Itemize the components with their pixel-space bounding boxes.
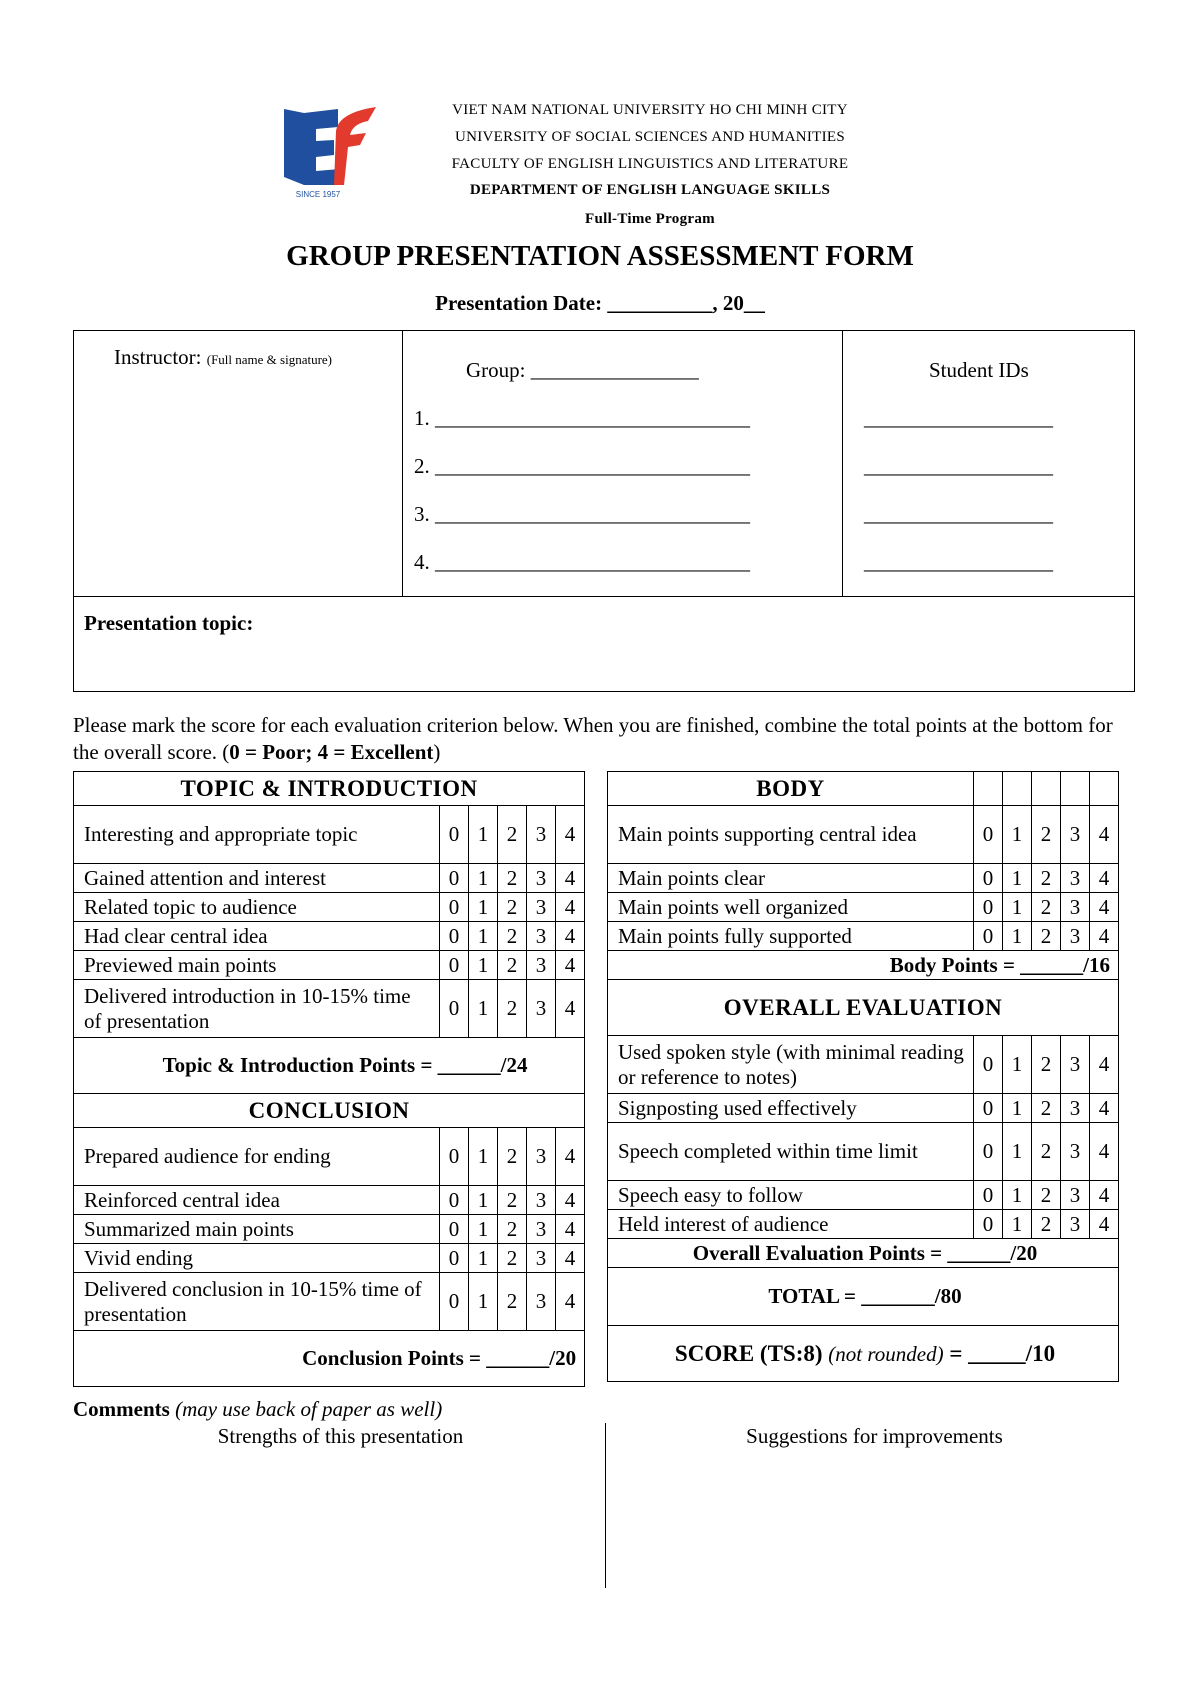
score-option[interactable]: 4 [1090,1123,1119,1181]
score-option[interactable]: 1 [469,864,498,893]
criterion-row [74,1128,585,1186]
score-option[interactable]: 1 [469,1244,498,1273]
score-option[interactable]: 2 [498,864,527,893]
score-option[interactable]: 0 [440,864,469,893]
score-option[interactable]: 3 [1061,1181,1090,1210]
criterion-row [74,951,585,980]
criterion-label: Previewed main points [74,951,440,980]
criterion-label: Gained attention and interest [74,864,440,893]
topic-intro-points[interactable]: Topic & Introduction Points = ______/24 [74,1038,585,1094]
score-option[interactable]: 0 [974,893,1003,922]
criterion-row [74,1244,585,1273]
score-option[interactable]: 1 [1003,864,1032,893]
score-option[interactable]: 4 [556,1128,585,1186]
score-option[interactable]: 2 [498,1273,527,1331]
score-option[interactable]: 1 [1003,893,1032,922]
score-option[interactable]: 0 [440,922,469,951]
conclusion-heading: CONCLUSION [74,1094,585,1128]
score-option[interactable]: 4 [556,922,585,951]
score-option[interactable]: 4 [1090,1181,1119,1210]
instructions-text: Please mark the score for each evaluation criterion below. When you are finished, combine the total points at the bottom for the overall score. ( [73,713,1113,764]
score-option[interactable]: 1 [469,1273,498,1331]
score-option[interactable]: 2 [1032,1210,1061,1239]
criterion-row [608,893,1119,922]
score-option[interactable]: 1 [469,922,498,951]
score-option[interactable]: 1 [469,893,498,922]
score-option[interactable]: 4 [556,951,585,980]
criterion-row [608,1094,1119,1123]
score-option[interactable]: 3 [527,806,556,864]
score-option[interactable]: 3 [1061,922,1090,951]
criterion-row [74,893,585,922]
score-option[interactable]: 0 [440,893,469,922]
comments-divider [605,1423,606,1588]
score-option[interactable]: 2 [1032,864,1061,893]
body-rows [608,806,1119,951]
info-box [73,330,1135,692]
score-option[interactable]: 1 [469,951,498,980]
score-option[interactable]: 0 [440,951,469,980]
score-option[interactable]: 3 [527,1273,556,1331]
score-option[interactable]: 0 [440,1186,469,1215]
score-option[interactable]: 3 [1061,806,1090,864]
final-score[interactable] [608,1326,1119,1382]
score-option[interactable]: 0 [440,1128,469,1186]
score-option[interactable]: 2 [1032,1181,1061,1210]
score-option[interactable]: 0 [974,1210,1003,1239]
total-points[interactable]: TOTAL = _______/80 [608,1268,1119,1326]
score-option[interactable]: 3 [1061,1036,1090,1094]
score-option[interactable]: 2 [498,1186,527,1215]
criterion-row [608,1036,1119,1094]
score-option[interactable]: 3 [1061,1094,1090,1123]
instructions-scale: 0 = Poor; 4 = Excellent [229,740,434,764]
score-option[interactable]: 3 [527,951,556,980]
score-option[interactable]: 2 [498,922,527,951]
criterion-label: Speech easy to follow [608,1181,974,1210]
criterion-row [608,1181,1119,1210]
criterion-label: Used spoken style (with minimal reading or reference to notes) [608,1036,974,1094]
form-title: GROUP PRESENTATION ASSESSMENT FORM [286,240,914,272]
score-option[interactable]: 2 [498,951,527,980]
left-score-table [73,771,585,1387]
body-heading-spacer [1032,772,1061,806]
score-option[interactable]: 3 [527,1244,556,1273]
score-option[interactable]: 4 [1090,806,1119,864]
criterion-label: Signposting used effectively [608,1094,974,1123]
conclusion-rows [74,1128,585,1331]
member-line-1[interactable]: 1. ______________________________ [414,406,750,430]
criterion-label: Reinforced central idea [74,1186,440,1215]
criterion-label: Main points fully supported [608,922,974,951]
score-option[interactable]: 2 [498,806,527,864]
score-option[interactable]: 4 [556,864,585,893]
conclusion-points[interactable]: Conclusion Points = ______/20 [74,1331,585,1387]
criterion-row [74,1273,585,1331]
criterion-row [608,922,1119,951]
comments-heading [73,1397,442,1422]
score-option[interactable]: 1 [1003,1036,1032,1094]
score-option[interactable]: 0 [974,864,1003,893]
score-option[interactable]: 2 [1032,893,1061,922]
criterion-label: Main points supporting central idea [608,806,974,864]
score-option[interactable]: 0 [440,806,469,864]
criterion-label: Vivid ending [74,1244,440,1273]
score-option[interactable]: 4 [556,1273,585,1331]
comments-label: Comments [73,1397,170,1421]
score-option[interactable]: 1 [1003,1123,1032,1181]
score-option[interactable]: 0 [974,1094,1003,1123]
criterion-label: Had clear central idea [74,922,440,951]
score-option[interactable]: 2 [498,893,527,922]
strengths-label: Strengths of this presentation [217,1424,464,1448]
instructor-note: (Full name & signature) [206,352,333,367]
score-option[interactable]: 3 [527,1215,556,1244]
score-option[interactable]: 4 [556,980,585,1038]
criterion-label: Speech completed within time limit [608,1123,974,1181]
student-id-line-2[interactable]: __________________ [864,454,1053,478]
score-option[interactable]: 0 [974,1181,1003,1210]
header-line-department: DEPARTMENT OF ENGLISH LANGUAGE SKILLS [469,182,831,198]
criterion-row [74,922,585,951]
score-option[interactable]: 3 [1061,864,1090,893]
body-heading: BODY [608,772,974,806]
score-option[interactable]: 4 [1090,1094,1119,1123]
score-option[interactable]: 4 [556,1186,585,1215]
criterion-label: Summarized main points [74,1215,440,1244]
member-line-3[interactable]: 3. ______________________________ [414,502,750,526]
score-option[interactable]: 1 [469,1215,498,1244]
score-option[interactable]: 0 [974,1036,1003,1094]
score-option[interactable]: 3 [527,1186,556,1215]
body-points[interactable]: Body Points = ______/16 [608,951,1119,980]
criterion-row [608,806,1119,864]
header-line-school: UNIVERSITY OF SOCIAL SCIENCES AND HUMANITIES [454,129,846,145]
criterion-row [608,864,1119,893]
body-heading-spacer [1061,772,1090,806]
logo-since-text: SINCE 1957 [295,190,341,199]
criterion-label: Related topic to audience [74,893,440,922]
score-option[interactable]: 2 [1032,1123,1061,1181]
score-option[interactable]: 1 [469,806,498,864]
score-option[interactable]: 0 [440,1244,469,1273]
criterion-label: Main points well organized [608,893,974,922]
topic-intro-rows [74,806,585,1038]
score-option[interactable]: 0 [440,980,469,1038]
score-option[interactable]: 1 [469,1186,498,1215]
overall-heading: OVERALL EVALUATION [608,980,1119,1036]
score-option[interactable]: 2 [1032,1036,1061,1094]
header-line-program: Full-Time Program [585,211,715,227]
criterion-row [74,980,585,1038]
instructions [73,712,1143,766]
header-line-faculty: FACULTY OF ENGLISH LINGUISTICS AND LITERATURE [451,156,849,172]
score-option[interactable]: 2 [498,980,527,1038]
criterion-row [74,806,585,864]
score-option[interactable]: 1 [1003,1181,1032,1210]
score-option[interactable]: 2 [1032,806,1061,864]
score-option[interactable]: 2 [498,1244,527,1273]
instructions-close: ) [433,740,441,764]
score-note: (not rounded) [828,1341,944,1366]
criterion-row [608,1123,1119,1181]
overall-rows [608,1036,1119,1239]
body-heading-spacer [1003,772,1032,806]
score-option[interactable]: 3 [527,864,556,893]
overall-points[interactable]: Overall Evaluation Points = ______/20 [608,1239,1119,1268]
score-option[interactable]: 1 [469,1128,498,1186]
member-line-4[interactable]: 4. ______________________________ [414,550,750,574]
score-option[interactable]: 3 [527,893,556,922]
score-option[interactable]: 4 [556,806,585,864]
criterion-label: Main points clear [608,864,974,893]
score-option[interactable]: 4 [1090,893,1119,922]
score-option[interactable]: 3 [1061,1210,1090,1239]
score-option[interactable]: 4 [1090,1210,1119,1239]
score-label: SCORE (TS:8) [674,1340,823,1366]
score-option[interactable]: 0 [974,806,1003,864]
score-option[interactable]: 1 [469,980,498,1038]
group-field[interactable]: Group: ________________ [466,358,699,382]
score-option[interactable]: 3 [1061,893,1090,922]
score-option[interactable]: 0 [440,1273,469,1331]
score-option[interactable]: 0 [440,1215,469,1244]
score-option[interactable]: 3 [527,922,556,951]
criterion-row [74,1186,585,1215]
presentation-date[interactable]: Presentation Date: __________, 20__ [435,291,765,315]
score-option[interactable]: 4 [556,893,585,922]
comments-note: (may use back of paper as well) [175,1397,443,1421]
score-option[interactable]: 2 [1032,922,1061,951]
score-option[interactable]: 4 [1090,922,1119,951]
score-option[interactable]: 0 [974,922,1003,951]
criterion-label: Prepared audience for ending [74,1128,440,1186]
score-option[interactable]: 3 [527,980,556,1038]
score-option[interactable]: 2 [498,1215,527,1244]
student-id-line-4[interactable]: __________________ [864,550,1053,574]
instructor-label: Instructor: [114,345,202,369]
score-option[interactable]: 4 [1090,864,1119,893]
criterion-label: Held interest of audience [608,1210,974,1239]
score-option[interactable]: 1 [1003,806,1032,864]
instructor-field[interactable] [114,345,332,370]
score-option[interactable]: 3 [1061,1123,1090,1181]
presentation-topic-field[interactable]: Presentation topic: [84,611,254,635]
score-option[interactable]: 1 [1003,1094,1032,1123]
score-value: = _____/10 [943,1340,1056,1366]
student-id-line-3[interactable]: __________________ [864,502,1053,526]
score-option[interactable]: 2 [498,1128,527,1186]
criterion-label: Interesting and appropriate topic [74,806,440,864]
criterion-label: Delivered conclusion in 10-15% time of presentation [74,1273,440,1331]
score-option[interactable]: 3 [527,1128,556,1186]
score-option[interactable]: 1 [1003,922,1032,951]
score-option[interactable]: 4 [1090,1036,1119,1094]
score-option[interactable]: 4 [556,1244,585,1273]
criterion-row [608,1210,1119,1239]
criterion-row [74,864,585,893]
header-line-university: VIET NAM NATIONAL UNIVERSITY HO CHI MINH CITY [452,102,848,118]
right-score-table [607,771,1119,1382]
body-heading-spacer [974,772,1003,806]
body-heading-spacer [1090,772,1119,806]
score-option[interactable]: 4 [556,1215,585,1244]
suggestions-label: Suggestions for improvements [746,1424,1003,1448]
topic-intro-heading: TOPIC & INTRODUCTION [74,772,585,806]
student-id-line-1[interactable]: __________________ [864,406,1053,430]
score-option[interactable]: 0 [974,1123,1003,1181]
student-ids-label: Student IDs [929,358,1029,382]
member-line-2[interactable]: 2. ______________________________ [414,454,750,478]
criterion-row [74,1215,585,1244]
criterion-label: Delivered introduction in 10-15% time of presentation [74,980,440,1038]
score-option[interactable]: 1 [1003,1210,1032,1239]
score-option[interactable]: 2 [1032,1094,1061,1123]
